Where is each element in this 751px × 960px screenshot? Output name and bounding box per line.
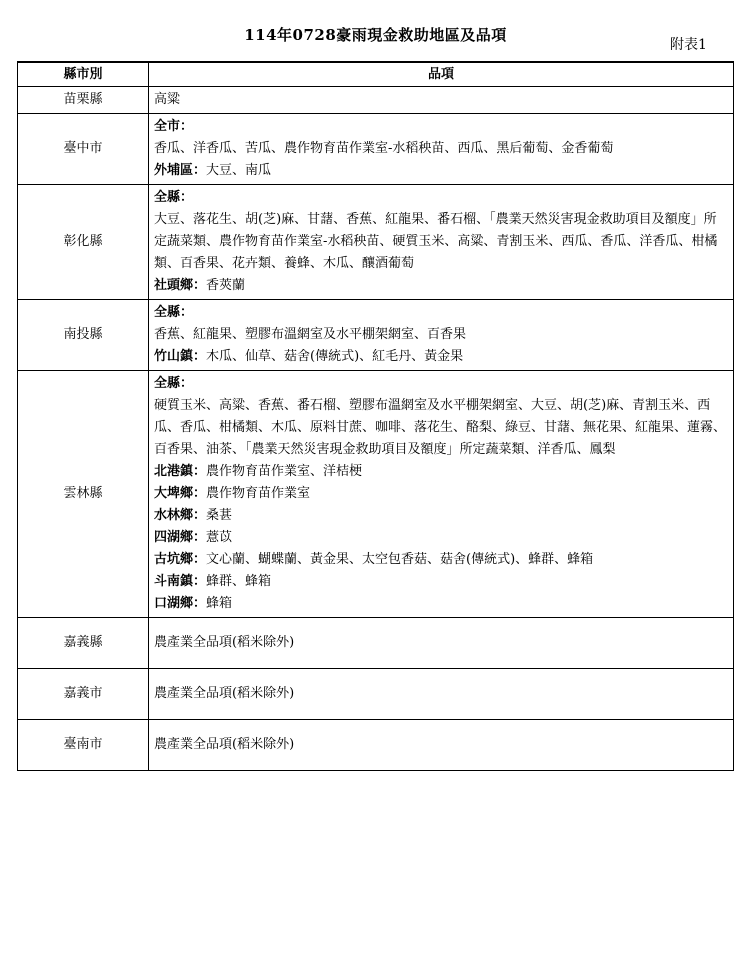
item-list: 香蕉、紅龍果、塑膠布溫網室及水平棚架網室、百香果 [154,327,467,342]
item-list: 香瓜、洋香瓜、苦瓜、農作物育苗作業室-水稻秧苗、西瓜、黑后葡萄、金香葡萄 [154,141,614,156]
item-group [154,734,729,756]
item-group [154,346,729,368]
items-column-header: 品項 [149,62,734,87]
item-list: 桑葚 [206,508,233,523]
items-cell [149,618,734,669]
table-row [18,185,734,300]
item-group [154,593,729,615]
county-cell: 臺中市 [18,114,149,185]
region-label: 斗南鎮： [154,574,207,589]
item-list: 薏苡 [206,530,233,545]
county-cell: 雲林縣 [18,371,149,618]
county-cell: 彰化縣 [18,185,149,300]
region-label: 全縣： [154,190,194,205]
region-label: 古坑鄉： [154,552,207,567]
table-row [18,720,734,771]
document-title: 114年0728豪雨現金救助地區及品項 [244,26,507,44]
county-cell: 臺南市 [18,720,149,771]
items-cell [149,371,734,618]
item-list: 農產業全品項(稻米除外) [154,635,295,650]
county-cell: 南投縣 [18,300,149,371]
item-list: 大豆、南瓜 [206,163,272,178]
item-list: 文心蘭、蝴蝶蘭、黃金果、太空包香菇、菇舍(傳統式)、蜂群、蜂箱 [206,552,594,567]
item-list: 農產業全品項(稻米除外) [154,686,295,701]
item-list: 高粱 [154,92,181,107]
region-label: 全縣： [154,305,194,320]
region-label: 水林鄉： [154,508,207,523]
items-cell [149,669,734,720]
item-list: 蜂箱 [206,596,233,611]
item-group [154,116,729,160]
table-row [18,669,734,720]
item-list: 農作物育苗作業室 [206,486,311,501]
region-label: 口湖鄉： [154,596,207,611]
items-cell [149,720,734,771]
items-cell [149,185,734,300]
items-cell [149,114,734,185]
table-header-row [18,62,734,87]
item-group [154,373,729,461]
item-group [154,275,729,297]
item-group [154,483,729,505]
item-group [154,632,729,654]
relief-table [17,61,734,771]
region-label: 北港鎮： [154,464,207,479]
county-column-header: 縣市別 [18,62,149,87]
item-group [154,527,729,549]
region-label: 社頭鄉： [154,278,207,293]
items-cell [149,300,734,371]
item-group [154,160,729,182]
item-list: 硬質玉米、高粱、香蕉、番石榴、塑膠布溫網室及水平棚架網室、大豆、胡(芝)麻、青割玉米、西瓜、香瓜、柑橘類、木瓜、原料甘蔗、咖啡、落花生、酪梨、綠豆、甘藷、無花果、紅龍果、蓮霧、百香果、油茶、「農業天然災害現金救助項目及額度」所定蔬菜類、洋香瓜、鳳梨 [154,398,727,457]
item-group [154,461,729,483]
item-group [154,683,729,705]
table-row [18,114,734,185]
item-group [154,571,729,593]
region-label: 外埔區： [154,163,207,178]
table-row [18,371,734,618]
table-row [18,87,734,114]
region-label: 全縣： [154,376,194,391]
table-body [18,87,734,771]
region-label: 四湖鄉： [154,530,207,545]
region-label: 全市： [154,119,194,134]
annex-label: 附表1 [670,37,707,53]
county-cell: 嘉義縣 [18,618,149,669]
item-group [154,505,729,527]
region-label: 竹山鎮： [154,349,207,364]
item-group [154,549,729,571]
item-group [154,187,729,275]
county-cell: 嘉義市 [18,669,149,720]
item-list: 農作物育苗作業室、洋桔梗 [206,464,363,479]
item-group [154,89,729,111]
item-list: 木瓜、仙草、菇舍(傳統式)、紅毛丹、黃金果 [206,349,464,364]
item-list: 農產業全品項(稻米除外) [154,737,295,752]
items-cell [149,87,734,114]
region-label: 大埤鄉： [154,486,207,501]
item-list: 香莢蘭 [206,278,246,293]
item-group [154,302,729,346]
table-row [18,618,734,669]
table-row [18,300,734,371]
county-cell: 苗栗縣 [18,87,149,114]
item-list: 大豆、落花生、胡(芝)麻、甘藷、香蕉、紅龍果、番石榴、「農業天然災害現金救助項目及額度」所定蔬菜類、農作物育苗作業室-水稻秧苗、硬質玉米、高粱、青割玉米、西瓜、香瓜、洋香瓜、柑橘類、百香果、花卉類、養蜂、木瓜、釀酒葡萄 [154,212,718,271]
item-list: 蜂群、蜂箱 [206,574,272,589]
